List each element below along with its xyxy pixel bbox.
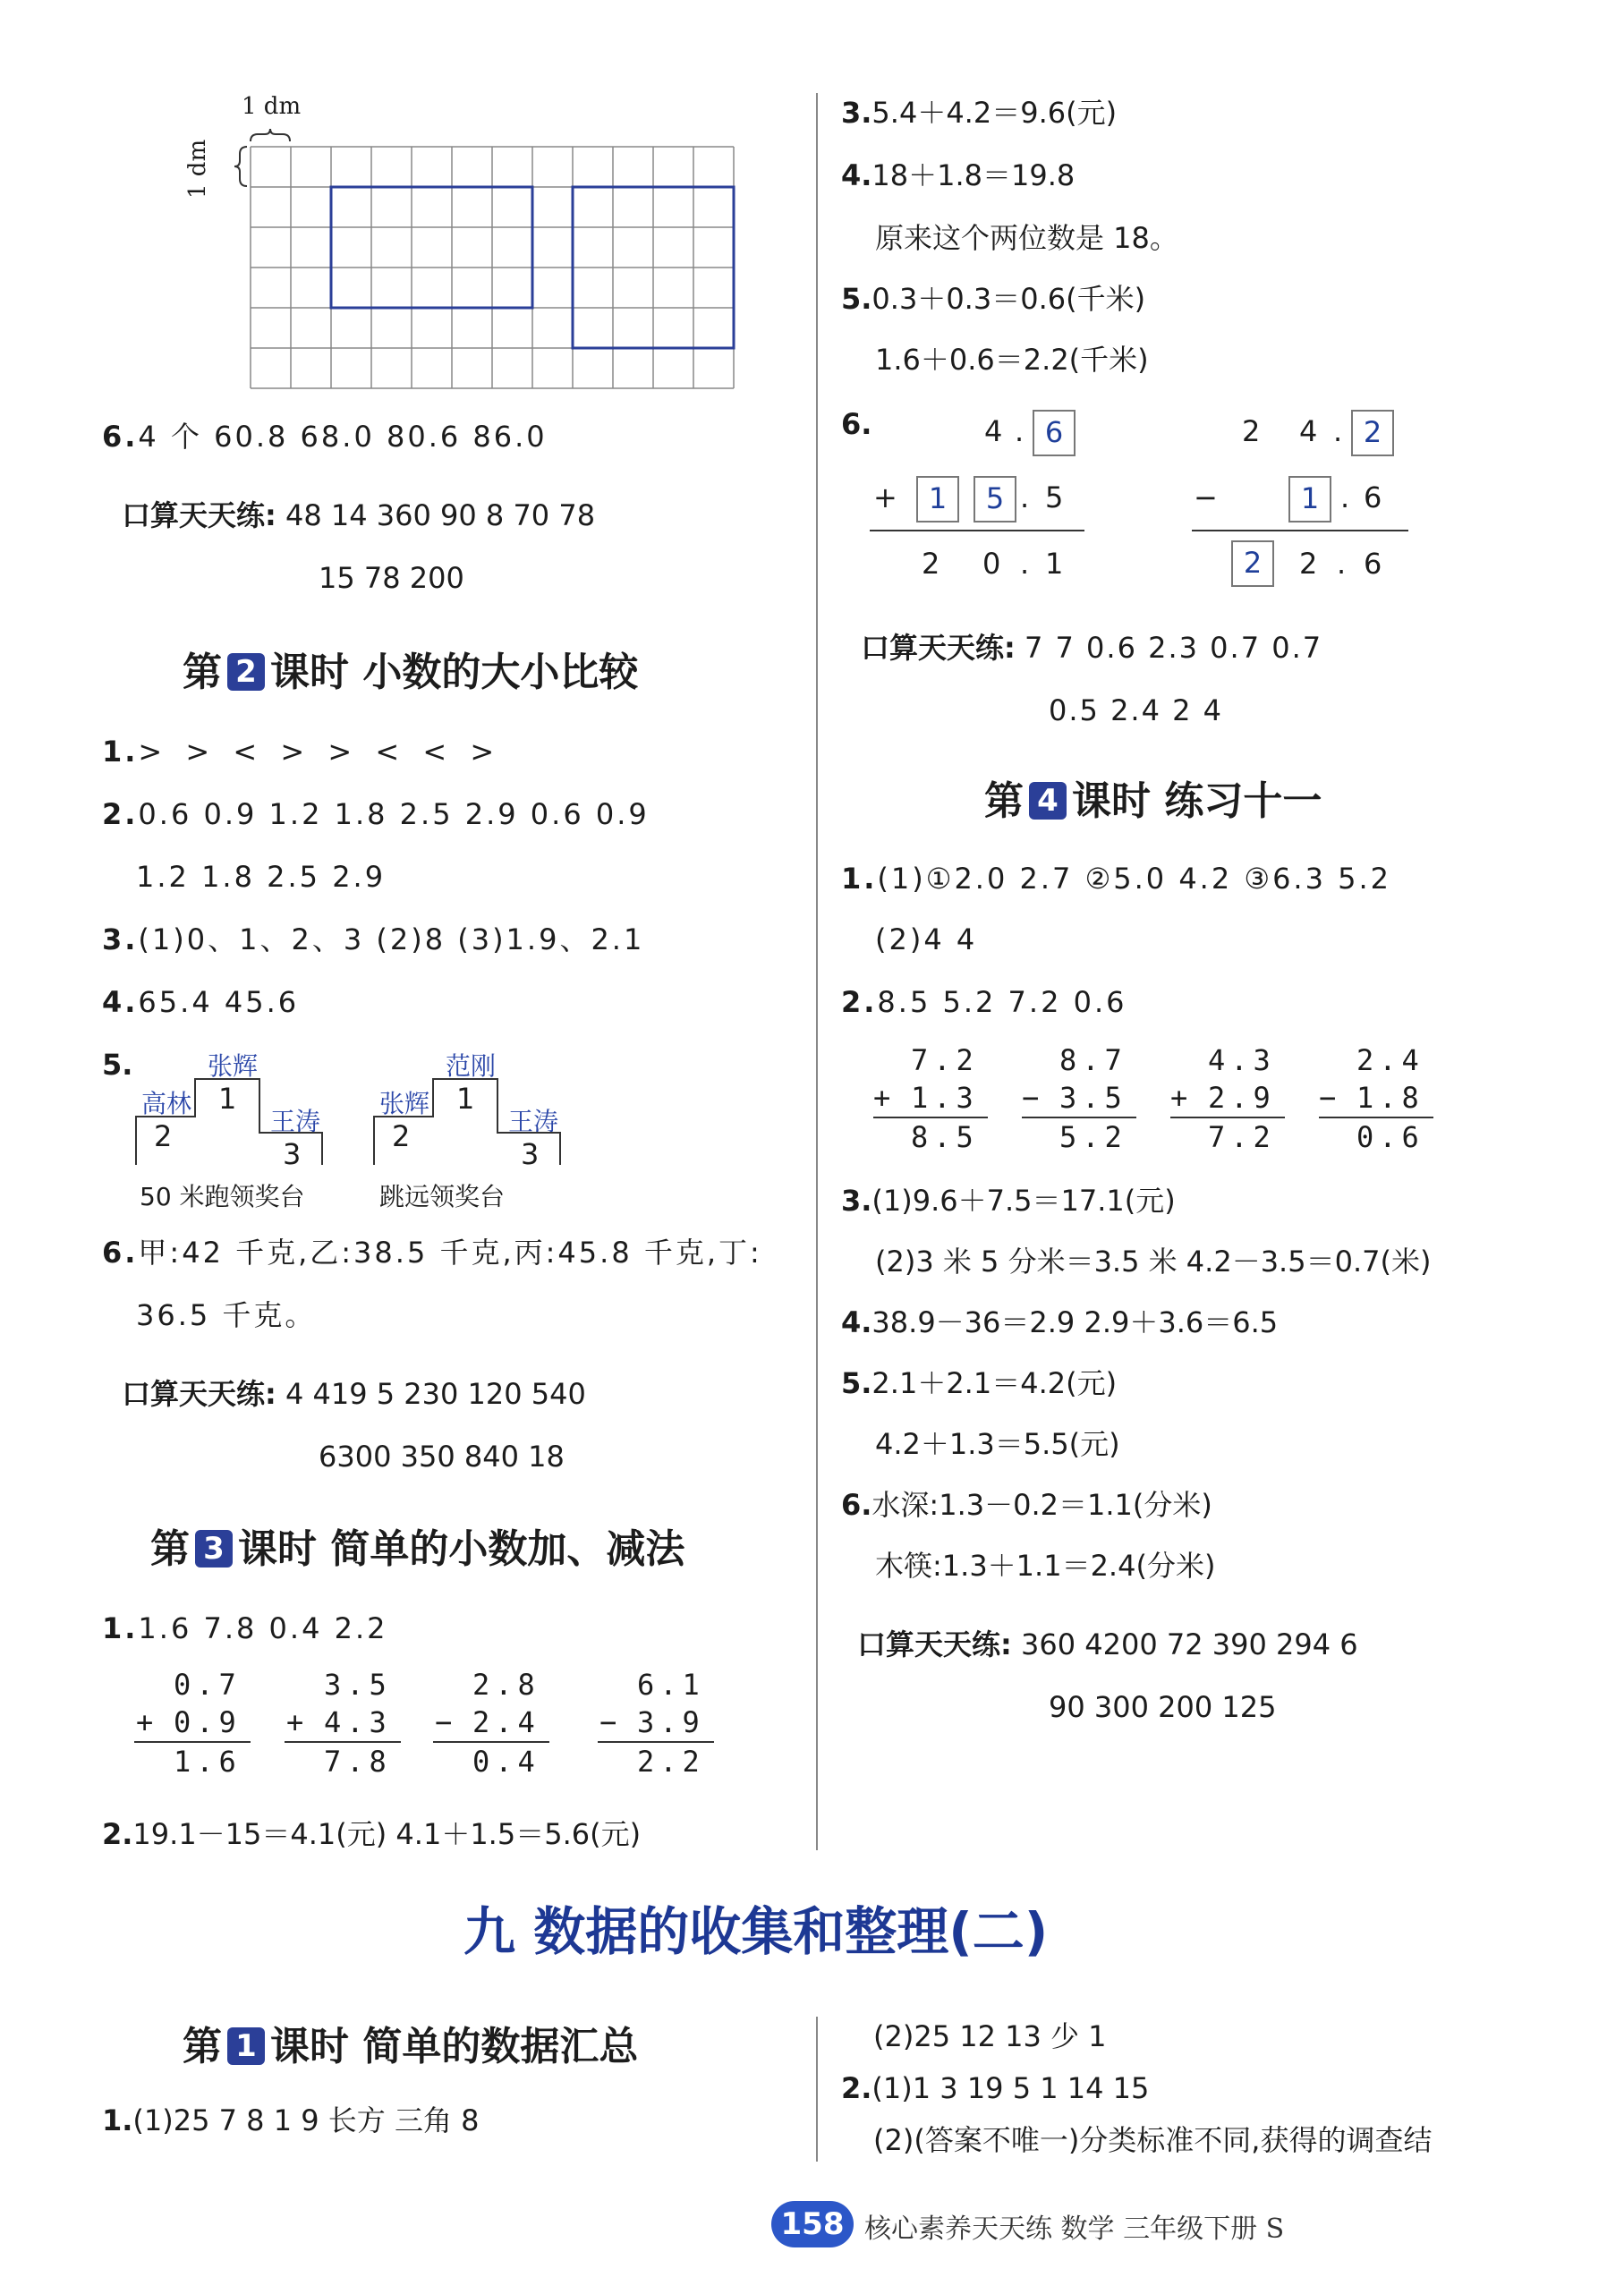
digit: 2 [1299, 547, 1318, 581]
podium-rank-2: 2 [392, 1119, 411, 1153]
q-number: 6. [102, 1236, 139, 1270]
digit: 1 [1045, 547, 1064, 581]
oral-label: 口算天天练: [122, 498, 276, 532]
q-number: 3. [841, 1184, 872, 1218]
decimal-point: . [1020, 480, 1030, 514]
calc-result: 0.4 [472, 1745, 540, 1779]
calc-op: − [1319, 1081, 1337, 1115]
lesson-prefix: 第 [183, 650, 222, 695]
q-text: 5.4＋4.2＝9.6(元) [872, 96, 1118, 130]
calc-top: 2.4 [1356, 1043, 1424, 1077]
l2-q2-line2: 1.2 1.8 2.5 2.9 [136, 860, 387, 894]
lesson-name: 课时 小数的大小比较 [270, 650, 639, 695]
q-number: 2. [102, 1817, 133, 1851]
l2-q4 [102, 984, 299, 1020]
q-text: (1)1 3 19 5 1 14 15 [872, 2071, 1150, 2105]
digit: 5 [1045, 480, 1064, 514]
q-text: (1)25 7 8 1 9 长方 三角 8 [132, 2103, 480, 2137]
q-number: 5. [841, 282, 872, 316]
q-number: 4. [102, 985, 139, 1019]
calc-result: 7.2 [1208, 1120, 1276, 1154]
oral-line-1: 48 14 360 90 8 70 78 [285, 498, 596, 532]
podium-rank-1: 1 [218, 1082, 237, 1116]
calc-bottom: 2.4 [472, 1705, 540, 1739]
oral-label: 口算天天练: [857, 1627, 1012, 1661]
lesson-2-title [183, 648, 638, 698]
lesson-prefix: 第 [984, 778, 1024, 824]
digit: 6 [1364, 547, 1382, 581]
lesson-prefix: 第 [150, 1526, 190, 1572]
oral-label: 口算天天练: [861, 631, 1016, 665]
q-text: 38.9－36＝2.9 2.9＋3.6＝6.5 [872, 1305, 1279, 1339]
l4-q6 [841, 1487, 1212, 1523]
l2-q6-line2: 36.5 千克。 [136, 1298, 317, 1332]
lesson-name: 课时 简单的小数加、减法 [238, 1526, 685, 1572]
calc-op: − [435, 1705, 453, 1739]
oral-label: 口算天天练: [122, 1377, 276, 1411]
answer-box: 5 [974, 476, 1016, 523]
lesson-badge: 2 [227, 653, 265, 691]
bottom-q1 [102, 2103, 479, 2138]
calc-result: 2.2 [637, 1745, 705, 1779]
bottom-lesson-1-title [183, 2022, 638, 2072]
r-q5 [841, 281, 1145, 317]
l3-q1 [102, 1610, 388, 1646]
oral-practice-2 [122, 1376, 586, 1412]
calc-bottom: 1.8 [1356, 1081, 1424, 1115]
calc-top: 3.5 [324, 1668, 392, 1702]
podium-third-name: 王涛 [270, 1107, 321, 1136]
r-q3 [841, 95, 1117, 131]
lesson-3-title [150, 1525, 684, 1575]
lesson-4-title [984, 777, 1322, 827]
calc-result: 8.5 [911, 1120, 979, 1154]
podium-first-name: 张辉 [208, 1051, 259, 1081]
grid-label-vertical: 1 dm [184, 139, 211, 199]
l4-q5 [841, 1365, 1117, 1401]
q-text: 8.5 5.2 7.2 0.6 [877, 985, 1127, 1019]
calc-bottom: 0.9 [174, 1705, 242, 1739]
calc-result: 0.6 [1356, 1120, 1424, 1154]
calc-result: 5.2 [1059, 1120, 1127, 1154]
q-text: 0.3＋0.3＝0.6(千米) [872, 282, 1146, 316]
answer-box: 2 [1231, 540, 1274, 587]
oral-line-1: 360 4200 72 390 294 6 [1020, 1627, 1358, 1661]
r-q4 [841, 157, 1075, 193]
q-text: 甲:42 千克,乙:38.5 千克,丙:45.8 千克,丁: [138, 1236, 762, 1270]
q-text: (1)①2.0 2.7 ②5.0 4.2 ③6.3 5.2 [877, 862, 1392, 896]
q-number: 3. [102, 922, 139, 956]
digit: 6 [1364, 480, 1382, 514]
r-q4-line2: 原来这个两位数是 18。 [875, 221, 1178, 255]
answer-box: 1 [1288, 476, 1331, 523]
podium-first-name: 范刚 [446, 1051, 497, 1081]
q-number: 1. [102, 735, 139, 769]
column-divider [816, 93, 818, 1850]
oral-practice-2-line2: 6300 350 840 18 [319, 1440, 565, 1474]
l4-q4 [841, 1304, 1278, 1340]
oral-line-1: 4 419 5 230 120 540 [285, 1377, 586, 1411]
q-text: 18＋1.8＝19.8 [872, 158, 1076, 192]
lesson-badge: 4 [1029, 782, 1067, 820]
q-text: 2.1＋2.1＝4.2(元) [872, 1366, 1118, 1400]
podium-caption: 50 米跑领奖台 [140, 1182, 305, 1211]
l2-q2 [102, 796, 650, 832]
grid-figure [206, 107, 761, 403]
q-number: 1. [102, 1611, 139, 1645]
r-q6-number: 6. [841, 407, 872, 441]
q-text: 水深:1.3－0.2＝1.1(分米) [872, 1488, 1212, 1522]
l2-q1 [102, 734, 501, 769]
calc-top: 7.2 [911, 1043, 979, 1077]
podium-second-name: 张辉 [379, 1089, 430, 1118]
podium-rank-1: 1 [456, 1082, 475, 1116]
answer-box: 1 [916, 476, 959, 523]
r-q5-line2: 1.6＋0.6＝2.2(千米) [875, 343, 1149, 377]
bottom-right-line1: (2)25 12 13 少 1 [873, 2019, 1107, 2053]
l2-q3 [102, 922, 644, 957]
oral-practice-4-line2: 90 300 200 125 [1049, 1690, 1277, 1724]
bottom-column-divider [816, 2017, 818, 2162]
q-number: 2. [841, 985, 878, 1019]
l4-q5-line2: 4.2＋1.3＝5.5(元) [875, 1427, 1120, 1461]
l2-q6 [102, 1235, 762, 1270]
q-text: 19.1－15＝4.1(元) 4.1＋1.5＝5.6(元) [132, 1817, 642, 1851]
decimal-point: . [1333, 414, 1343, 448]
oral-practice-3 [861, 630, 1322, 666]
decimal-point: . [1340, 480, 1350, 514]
l4-q2 [841, 984, 1127, 1020]
calc-bottom: 2.9 [1208, 1081, 1276, 1115]
calc-result: 7.8 [324, 1745, 392, 1779]
l3-q2 [102, 1816, 641, 1852]
decimal-point: . [1337, 547, 1347, 581]
l4-q1 [841, 861, 1391, 896]
l4-q6-line2: 木筷:1.3＋1.1＝2.4(分米) [875, 1549, 1216, 1583]
podium-second-name: 高林 [141, 1089, 192, 1118]
podium-rank-3: 3 [283, 1137, 302, 1171]
decimal-point: . [1020, 547, 1030, 581]
oral-practice-4 [857, 1627, 1358, 1662]
q-number: 2. [841, 2071, 872, 2105]
lesson-prefix: 第 [183, 2024, 222, 2069]
podium-rank-2: 2 [154, 1119, 173, 1153]
decimal-point: . [1015, 414, 1025, 448]
footer-title: 核心素养天天练 数学 三年级下册 S [864, 2213, 1285, 2245]
answer-box: 6 [1033, 410, 1076, 456]
q-number: 3. [841, 96, 872, 130]
calc-line [870, 530, 1084, 531]
lesson-badge: 1 [227, 2027, 265, 2065]
calc-bottom: 3.5 [1059, 1081, 1127, 1115]
grid-label-horizontal: 1 dm [242, 93, 302, 120]
oral-practice-1 [122, 497, 595, 533]
calc-bottom: 1.3 [911, 1081, 979, 1115]
calc-line [1192, 530, 1408, 531]
q-text: (1)0、1、2、3 (2)8 (3)1.9、2.1 [138, 922, 645, 956]
calc-op: + [873, 1081, 891, 1115]
calc-op: + [136, 1705, 154, 1739]
calc-top: 0.7 [174, 1668, 242, 1702]
q-text: 0.6 0.9 1.2 1.8 2.5 2.9 0.6 0.9 [138, 797, 650, 831]
digit: 4 [1299, 414, 1318, 448]
q-text: 65.4 45.6 [138, 985, 300, 1019]
q-number: 6. [841, 1488, 872, 1522]
digit: 2 [1242, 414, 1261, 448]
page-number: 158 [771, 2201, 854, 2247]
lesson-name: 课时 练习十一 [1072, 778, 1322, 824]
q-text: 1.6 7.8 0.4 2.2 [138, 1611, 388, 1645]
q6-text: 4 个 60.8 68.0 80.6 86.0 [138, 420, 548, 454]
bottom-q2-line2: (2)(答案不唯一)分类标准不同,获得的调查结 [873, 2123, 1433, 2157]
digit: 0 [982, 547, 1001, 581]
calc-top: 2.8 [472, 1668, 540, 1702]
oral-line-1: 7 7 0.6 2.3 0.7 0.7 [1024, 631, 1323, 665]
podium-caption: 跳远领奖台 [379, 1182, 506, 1211]
calc-op: − [599, 1705, 617, 1739]
operator: + [873, 480, 897, 514]
l4-q1-line2: (2)4 4 [875, 922, 978, 956]
chapter-title: 九 数据的收集和整理(二) [463, 1901, 1049, 1962]
lesson-badge: 3 [195, 1530, 233, 1568]
q-text: > > < > > < < > [138, 735, 502, 769]
q6-answer [102, 419, 548, 455]
calc-top: 6.1 [637, 1668, 705, 1702]
operator: − [1194, 480, 1218, 514]
q-number: 1. [841, 862, 878, 896]
q6-number: 6. [102, 420, 139, 454]
q-text: (1)9.6＋7.5＝17.1(元) [872, 1184, 1176, 1218]
calc-op: − [1022, 1081, 1040, 1115]
calc-op: + [286, 1705, 304, 1739]
l4-q3-line2: (2)3 米 5 分米＝3.5 米 4.2－3.5＝0.7(米) [875, 1245, 1432, 1279]
calc-top: 8.7 [1059, 1043, 1127, 1077]
digit: 2 [922, 547, 940, 581]
podium-third-name: 王涛 [508, 1107, 559, 1136]
q-number: 5. [841, 1366, 872, 1400]
calc-top: 4.3 [1208, 1043, 1276, 1077]
q-number: 2. [102, 797, 139, 831]
calc-bottom: 4.3 [324, 1705, 392, 1739]
rectangle-1 [331, 187, 532, 308]
oral-practice-3-line2: 0.5 2.4 2 4 [1049, 693, 1224, 727]
lesson-name: 课时 简单的数据汇总 [270, 2024, 639, 2069]
calc-bottom: 3.9 [637, 1705, 705, 1739]
oral-practice-1-line2: 15 78 200 [319, 561, 464, 595]
answer-box: 2 [1351, 410, 1394, 456]
q-number: 4. [841, 158, 872, 192]
q-number: 4. [841, 1305, 872, 1339]
calc-op: + [1170, 1081, 1188, 1115]
calc-result: 1.6 [174, 1745, 242, 1779]
q-number: 1. [102, 2103, 133, 2137]
l4-q3 [841, 1183, 1176, 1219]
bottom-q2 [841, 2070, 1149, 2106]
l2-q5-number: 5. [102, 1048, 133, 1082]
digit: 4 [984, 414, 1003, 448]
podium-rank-3: 3 [521, 1137, 540, 1171]
